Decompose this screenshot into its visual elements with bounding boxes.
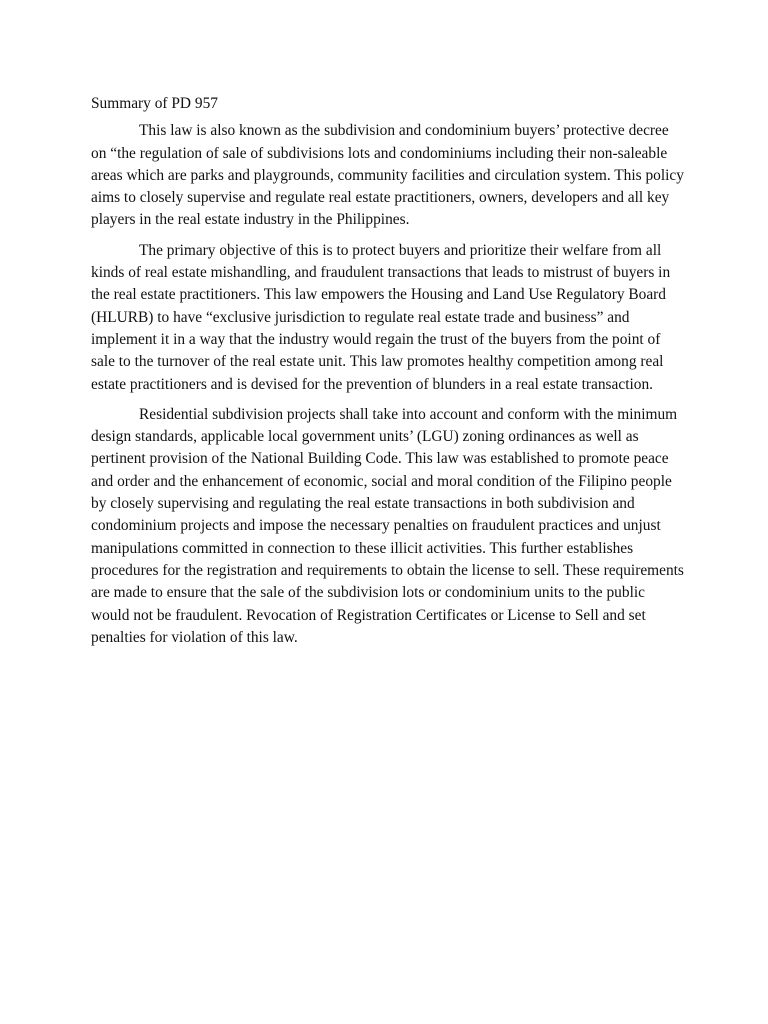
document-title: Summary of PD 957: [91, 95, 218, 112]
document-body: [91, 93, 687, 657]
paragraph-1: This law is also known as the subdivision and condominium buyers’ protective decree on “the regulation of sale of subdivisions lots and condominiums including their non-saleable areas which are parks and playgrounds, community facilities and circulation system. This policy aims to closely supervise and regulate real estate practitioners, owners, developers and all key players in the real estate industry in the Philippines.: [91, 122, 684, 229]
paragraph-2: The primary objective of this is to protect buyers and prioritize their welfare from all kinds of real estate mishandling, and fraudulent transactions that leads to mistrust of buyers in the real estate practitioners. This law empowers the Housing and Land Use Regulatory Board (HLURB) to have “exclusive jurisdiction to regulate real estate trade and business” and implement it in a way that the industry would regain the trust of the buyers from the point of sale to the turnover of the real estate unit. This law promotes healthy competition among real estate practitioners and is devised for the prevention of blunders in a real estate transaction.: [91, 241, 671, 393]
paragraph-3: Residential subdivision projects shall take into account and conform with the minimum design standards, applicable local government units’ (LGU) zoning ordinances as well as pertinent provision of the National Building Code. This law was established to promote peace and order and the enhancement of economic, social and moral condition of the Filipino people by closely supervising and regulating the real estate transactions in both subdivision and condominium projects and impose the necessary penalties on fraudulent practices and unjust manipulations committed in connection to these illicit activities. This further establishes procedures for the registration and requirements to obtain the license to sell. These requirements are made to ensure that the sale of the subdivision lots or condominium units to the public would not be fraudulent. Revocation of Registration Certificates or License to Sell and set penalties for violation of this law.: [91, 405, 684, 646]
